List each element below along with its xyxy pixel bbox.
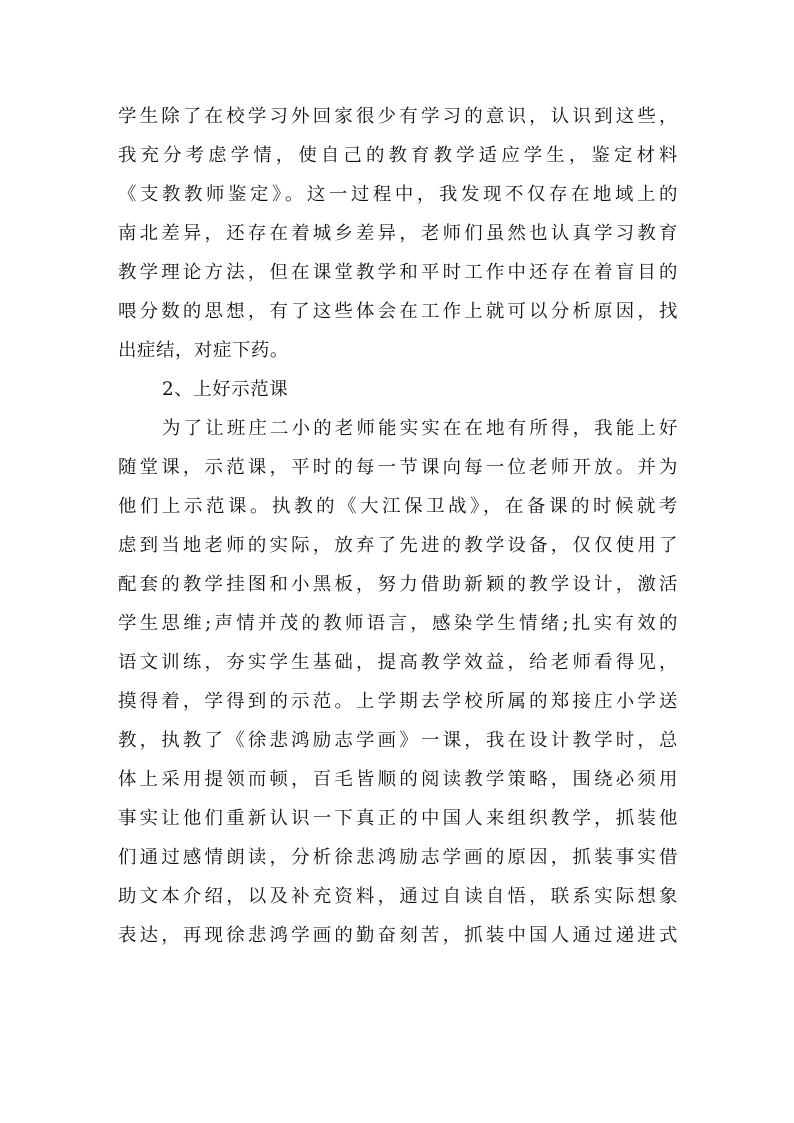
text-line: 摸得着，学得到的示范。上学期去学校所属的郑接庄小学送 bbox=[118, 691, 678, 712]
text-line: 教学理论方法，但在课堂教学和平时工作中还存在着盲目的 bbox=[118, 262, 678, 283]
text-line: 助文本介绍，以及补充资料，通过自读自悟，联系实际想象 bbox=[118, 886, 678, 907]
text-line: 配套的教学挂图和小黑板，努力借助新颖的教学设计，激活 bbox=[118, 574, 678, 595]
text-line: 《支教教师鉴定》。这一过程中，我发现不仅存在地域上的 bbox=[118, 184, 678, 205]
text-line: 南北差异，还存在着城乡差异，老师们虽然也认真学习教育 bbox=[118, 223, 678, 244]
text-line: 们通过感情朗读，分析徐悲鸿励志学画的原因，抓装事实借 bbox=[118, 847, 678, 868]
text-line: 学生思维;声情并茂的教师语言，感染学生情绪;扎实有效的 bbox=[118, 613, 678, 634]
text-line: 体上采用提领而顿，百毛皆顺的阅读教学策略，围绕必须用 bbox=[118, 769, 678, 790]
text-line: 为了让班庄二小的老师能实实在在地有所得，我能上好 bbox=[162, 418, 678, 439]
text-line: 表达，再现徐悲鸿学画的勤奋刻苦，抓装中国人通过递进式 bbox=[118, 925, 678, 946]
text-line: 他们上示范课。执教的《大江保卫战》，在备课的时候就考 bbox=[118, 496, 678, 517]
text-line: 虑到当地老师的实际，放弃了先进的教学设备，仅仅使用了 bbox=[118, 535, 678, 556]
document-body bbox=[118, 97, 678, 955]
text-line: 我充分考虑学情，使自己的教育教学适应学生，鉴定材料 bbox=[118, 145, 678, 166]
text-line: 学生除了在校学习外回家很少有学习的意识，认识到这些， bbox=[118, 106, 678, 127]
section-heading: 2、上好示范课 bbox=[162, 379, 289, 400]
text-line: 喂分数的思想，有了这些体会在工作上就可以分析原因，找 bbox=[118, 301, 678, 322]
text-line: 事实让他们重新认识一下真正的中国人来组织教学，抓装他 bbox=[118, 808, 678, 829]
text-line: 教，执教了《徐悲鸿励志学画》一课，我在设计教学时，总 bbox=[118, 730, 678, 751]
text-line: 随堂课，示范课，平时的每一节课向每一位老师开放。并为 bbox=[118, 457, 678, 478]
text-line: 出症结，对症下药。 bbox=[118, 340, 289, 361]
text-line: 语文训练，夯实学生基础，提高教学效益，给老师看得见， bbox=[118, 652, 678, 673]
